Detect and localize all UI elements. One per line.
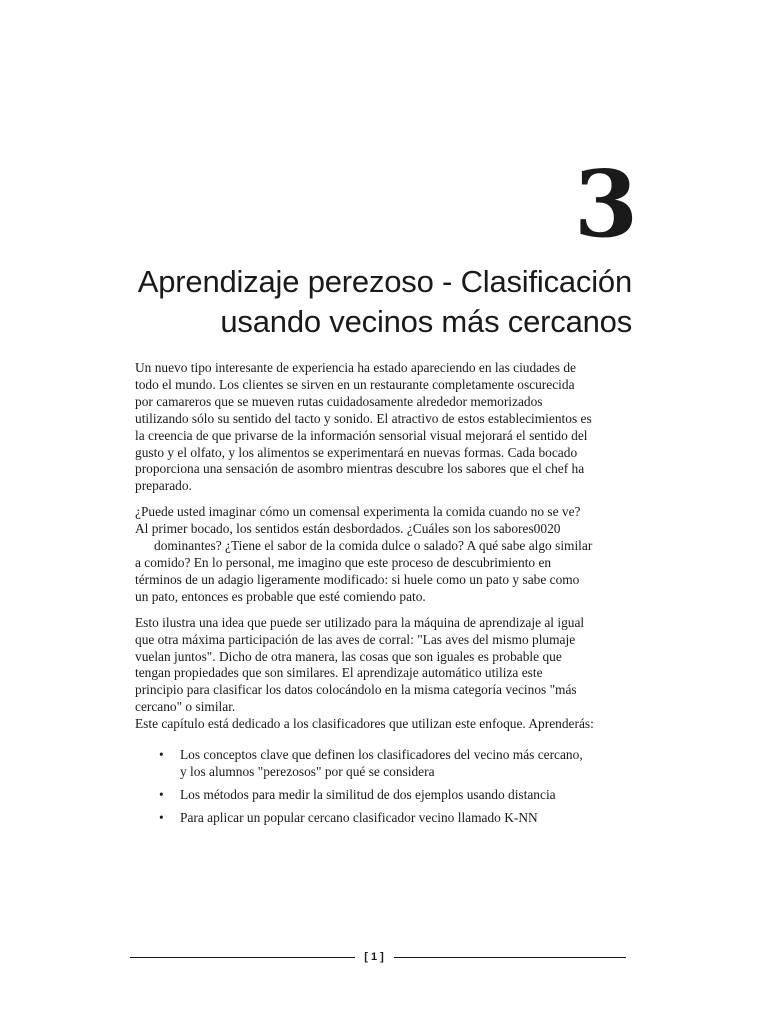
text-line: Al primer bocado, los sentidos están desbordados. ¿Cuáles son los sabores0020 [135, 521, 561, 537]
text-line: gusto y el olfato, y los alimentos se experimentará en nuevas formas. Cada bocado [135, 444, 578, 460]
body-text [135, 360, 635, 833]
text-line: cercano" o similar. [135, 699, 236, 715]
text-line: utilizando sólo su sentido del tacto y sonido. El atractivo de estos establecimientos es [135, 410, 592, 426]
chapter-title-line-2: usando vecinos más cercanos [220, 304, 632, 339]
bullet-icon: • [159, 809, 164, 825]
chapter-number: 3 [573, 150, 638, 258]
text-line: ¿Puede usted imaginar cómo un comensal experimenta la comida cuando no se ve? [135, 504, 581, 520]
paragraph-question [135, 504, 635, 605]
text-line: principio para clasificar los datos colocándolo en la misma categoría vecinos "más [135, 682, 577, 698]
chapter-title [72, 262, 632, 342]
text-line: todo el mundo. Los clientes se sirven en un restaurante completamente oscurecida [135, 376, 575, 392]
text-line: términos de un adagio ligeramente modificado: si huele como un pato y sabe como [135, 571, 580, 587]
bullet-icon: • [159, 747, 164, 763]
text-line: que otra máxima participación de las aves de corral: "Las aves del mismo plumaje [135, 631, 576, 647]
text-line: proporciona una sensación de asombro mientras descubre los sabores que el chef ha [135, 461, 585, 477]
footer-rule-left [130, 957, 355, 958]
text-line: Este capítulo está dedicado a los clasificadores que utilizan este enfoque. Aprenderás: [135, 716, 594, 732]
text-line: Un nuevo tipo interesante de experiencia ha estado apareciendo en las ciudades de [135, 360, 576, 375]
text-line: y los alumnos "perezosos" por qué se considera [180, 763, 435, 779]
chapter-title-line-1: Aprendizaje perezoso - Clasificación [137, 264, 632, 299]
learning-objectives-list [135, 747, 635, 827]
list-item [135, 787, 635, 804]
paragraph-idea [135, 615, 635, 733]
footer-rule-right [394, 957, 626, 958]
text-line: Los conceptos clave que definen los clasificadores del vecino más cercano, [180, 747, 583, 763]
text-line: a comido? En lo personal, me imagino que este proceso de descubrimiento en [135, 554, 552, 570]
text-line: por camareros que se mueven rutas cuidadosamente alrededor memorizados [135, 393, 543, 409]
list-item [135, 747, 635, 781]
text-line: la creencia de que privarse de la información sensorial visual mejorará el sentido del [135, 427, 588, 443]
list-item [135, 810, 635, 827]
page-footer [130, 948, 626, 968]
text-line: Para aplicar un popular cercano clasificador vecino llamado K-NN [180, 809, 538, 825]
text-line: tengan propiedades que son similares. El aprendizaje automático utiliza este [135, 665, 543, 681]
text-line: Esto ilustra una idea que puede ser utilizado para la máquina de aprendizaje al igual [135, 614, 585, 630]
text-line: preparado. [135, 478, 192, 494]
text-line: dominantes? ¿Tiene el sabor de la comida dulce o salado? A qué sabe algo similar [154, 538, 593, 554]
bullet-icon: • [159, 786, 164, 802]
text-line: vuelan juntos". Dicho de otra manera, las cosas que son iguales es probable que [135, 648, 562, 664]
text-line: un pato, entonces es probable que esté comiendo pato. [135, 588, 426, 604]
paragraph-intro [135, 360, 635, 495]
text-line: Los métodos para medir la similitud de dos ejemplos usando distancia [180, 786, 556, 802]
page-number: [ 1 ] [364, 951, 384, 963]
